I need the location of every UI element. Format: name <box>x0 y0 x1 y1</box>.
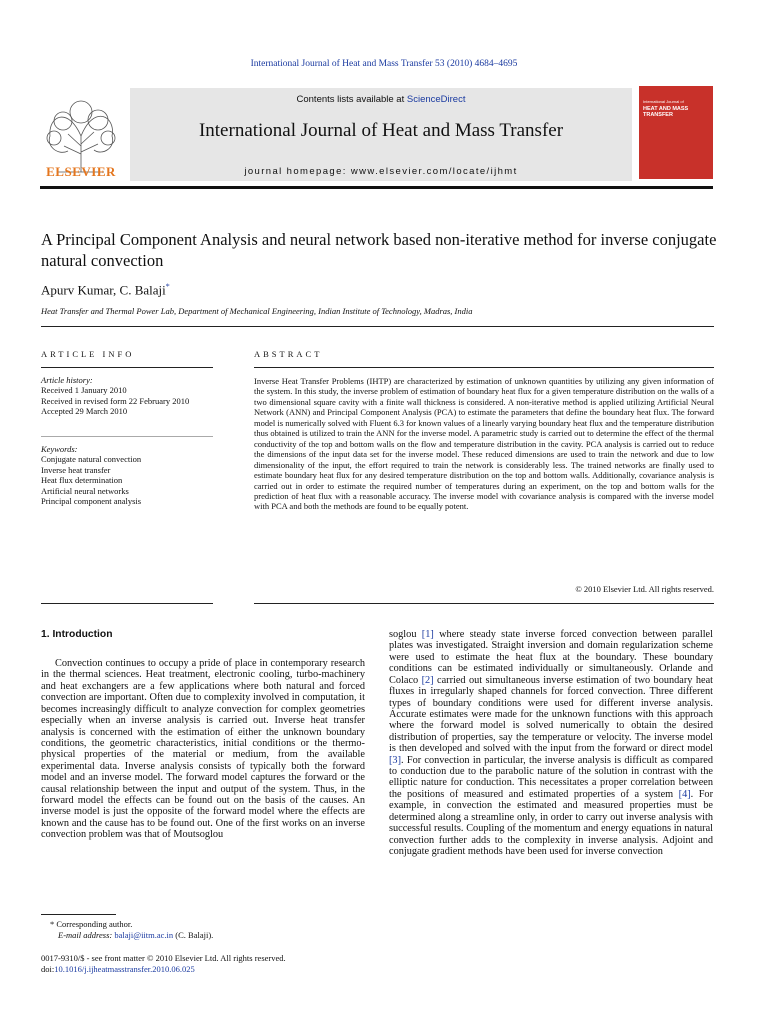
email-suffix: (C. Balaji). <box>175 930 214 940</box>
elsevier-wordmark: ELSEVIER <box>46 164 116 179</box>
history-accepted: Accepted 29 March 2010 <box>41 406 128 417</box>
authors-line <box>41 282 170 298</box>
title-divider <box>41 326 714 327</box>
email-note <box>58 930 213 940</box>
author-names: Apurv Kumar, C. Balaji <box>41 282 166 298</box>
article-info-divider <box>41 367 213 368</box>
keyword-item: Conjugate natural convection <box>41 454 142 465</box>
keyword-item: Principal component analysis <box>41 496 142 507</box>
intro-text: . For example, in convection the estimated and measured properties must be determined along a streamline only, in order to carry out inverse analysis with successful results. Coupling of the momentum and energy equations in natural convection further adds to the complexity in inverse analysis. Adjoint and conjugate gradient methods have been used for inverse convection <box>389 788 713 858</box>
homepage-prefix: journal homepage: <box>244 166 351 177</box>
affiliation: Heat Transfer and Thermal Power Lab, Department of Mechanical Engineering, Indian Institute of Technology, Madras, India <box>41 306 473 316</box>
cover-small-text: International Journal of <box>643 99 684 104</box>
abstract-heading: ABSTRACT <box>254 349 323 359</box>
history-received: Received 1 January 2010 <box>41 385 127 396</box>
journal-homepage <box>130 166 632 177</box>
intro-text: . For convection in particular, the inverse analysis is difficult as compared to conduction due to the parabolic nature of the solution in contrast with the elliptic nature for conduction. This necessitates a proper correlation between the positions of measured and estimated properties of a system <box>389 754 713 800</box>
reference-link[interactable]: [2] <box>421 674 434 686</box>
history-revised: Received in revised form 22 February 2010 <box>41 395 190 406</box>
history-label: Article history: <box>41 375 93 385</box>
cover-title: HEAT AND MASS TRANSFER <box>643 106 689 118</box>
email-label: E-mail address: <box>58 930 113 940</box>
article-info-bottom-rule <box>41 603 213 604</box>
reference-link[interactable]: [1] <box>421 629 434 640</box>
corresponding-author-mark[interactable]: * <box>165 282 170 291</box>
keyword-item: Inverse heat transfer <box>41 464 111 475</box>
contents-line <box>130 94 632 105</box>
footnote-corresponding: Corresponding author. <box>56 919 133 929</box>
reference-link[interactable]: [3] <box>389 754 402 766</box>
header-divider <box>40 186 713 189</box>
keywords-label: Keywords: <box>41 444 78 454</box>
abstract-copyright: © 2010 Elsevier Ltd. All rights reserved. <box>575 584 714 594</box>
doi-link[interactable]: 10.1016/j.ijheatmasstransfer.2010.06.025 <box>54 964 195 974</box>
intro-column-1: Convection continues to occupy a pride of place in contemporary research in the thermal sciences. Heat treatment, electronic cooling, turbo-machinery and heat exchangers are a few applications where both natural and forced convection are important. Often due to complexity involved in computation, it becomes increasingly difficult to analyze convection for complex geometries especially when an inverse analysis is carried out. Inverse heat transfer analysis is concerned with the estimation of either the unknown boundary conditions, the geometric characteristics, initial conditions or the thermo-physical properties of the material or medium, from the available experimental data. Inverse analysis consists of typically both the forward model and an inverse model. The forward model captures the forward or the causal relationship between the input and output of the system. Thus, in the forward model the effects can be found out on the basis of the causes. An inverse model is just the opposite of the forward model where the effects are known and the cause has to be found out. One of the first works on an inverse convection problem was that of Moutsoglou <box>41 658 365 841</box>
sciencedirect-link[interactable]: ScienceDirect <box>406 94 466 105</box>
reference-link[interactable]: [4] <box>678 788 691 800</box>
paper-title: A Principal Component Analysis and neural network based non-iterative method for inverse conjugate natural convection <box>41 230 717 270</box>
doi-label: doi: <box>41 964 55 974</box>
corresponding-author-note <box>50 919 132 929</box>
footnote-rule <box>41 914 116 915</box>
keywords-list <box>41 444 213 506</box>
issn-line: 0017-9310/$ - see front matter © 2010 Elsevier Ltd. All rights reserved. <box>41 953 286 963</box>
footnote-mark: * <box>50 919 55 929</box>
intro-text: carried out simultaneous inverse estimation of two boundary heat fluxes in irregularly shaped channels for forced convection. Three different types of boundary conditions were used for different inverse analysis. Accurate estimates were made for the unknown functions with this approach where the forward model is solved numerically to obtain the desired distribution of properties, say the temperature or velocity. The inverse model is then developed and solved with the input from the forward or direct model <box>389 674 713 755</box>
doi-line <box>41 964 195 974</box>
intro-column-2 <box>389 629 713 857</box>
intro-text: where steady state inverse forced convection between parallel plates was investigated. Straight inversion and domain regularization scheme were used to estimate the heat flux at the boundary. These boundary conditions can be estimated individually or simultaneously. Orlande and Colaco <box>389 629 713 686</box>
abstract-text: Inverse Heat Transfer Problems (IHTP) are characterized by estimation of unknown quantities by utilizing any given information of the system. In this study, the inverse problem of estimation of boundary heat flux for a given temperature distribution on the walls of a two dimensional square cavity with a finite wall thickness is considered. A non-iterative method is applied utilizing Artificial Neural Network (ANN) and Principal Component Analysis (PCA) to estimate the parameters that define the boundary heat flux. The forward model is numerically solved with Fluent 6.3 for known values of a linearly varying boundary heat flux and the temperature distribution thus obtained is utilized to train the ANN for the inverse model. A parametric study is carried out to determine the effect of the thermal conductivity of the top and bottom walls on the flow and temperature distribution in the cavity. PCA analysis is carried out to reduce the dimensions of the input data set for the inverse model. These reduced dimensions are used to train the network and due to low dimensionality of the input, the effort required to train the network is considerably less. The trained networks are finally used to estimate boundary heat flux for any desired temperature distribution on the top and bottom walls. Additionally, covariance analysis is carried out in order to estimate the required number of temperatures during an experiment, on the top and bottom walls for the prediction of heat flux with a reasonable accuracy. The inverse model with covariance analysis is compared with the inverse model with PCA and both the methods are found to be equally potent. <box>254 376 714 512</box>
journal-citation[interactable]: International Journal of Heat and Mass Transfer 53 (2010) 4684–4695 <box>250 59 518 69</box>
intro-text: soglou <box>389 629 422 640</box>
journal-title: International Journal of Heat and Mass Transfer <box>198 120 564 141</box>
article-info-heading: ARTICLE INFO <box>41 349 135 359</box>
contents-prefix: Contents lists available at <box>296 94 407 105</box>
keyword-item: Heat flux determination <box>41 475 123 486</box>
homepage-url[interactable]: www.elsevier.com/locate/ijhmt <box>350 166 518 177</box>
section-heading-introduction: 1. Introduction <box>41 629 113 640</box>
keywords-divider <box>41 436 213 437</box>
abstract-bottom-rule <box>254 603 714 604</box>
article-history <box>41 375 213 417</box>
keyword-item: Artificial neural networks <box>41 485 129 496</box>
email-link[interactable]: balaji@iitm.ac.in <box>114 930 174 940</box>
abstract-divider <box>254 367 714 368</box>
